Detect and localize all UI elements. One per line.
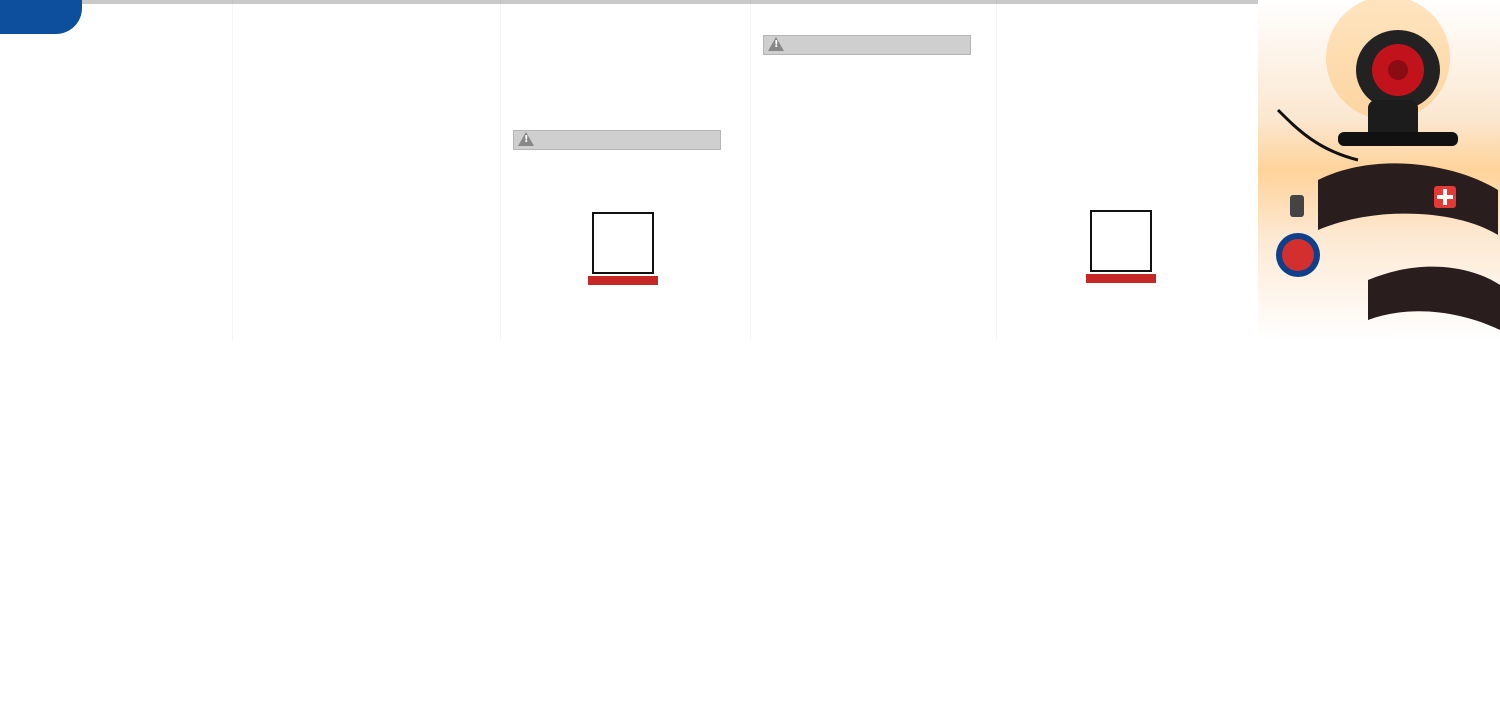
qr-url[interactable]: [1086, 274, 1156, 283]
product-image: [1258, 0, 1500, 340]
warning-icon: [518, 132, 534, 146]
siren-illustration: [1258, 0, 1500, 340]
qr-url[interactable]: [588, 276, 658, 285]
qr-code[interactable]: [592, 212, 654, 274]
instruction-sheet-top: [0, 0, 1500, 340]
warnings-heading: [513, 130, 721, 150]
column-4: [754, 44, 984, 48]
qr-code[interactable]: [1090, 210, 1152, 272]
instruction-sheet-bottom: [0, 354, 1500, 694]
language-tab: [0, 0, 82, 34]
